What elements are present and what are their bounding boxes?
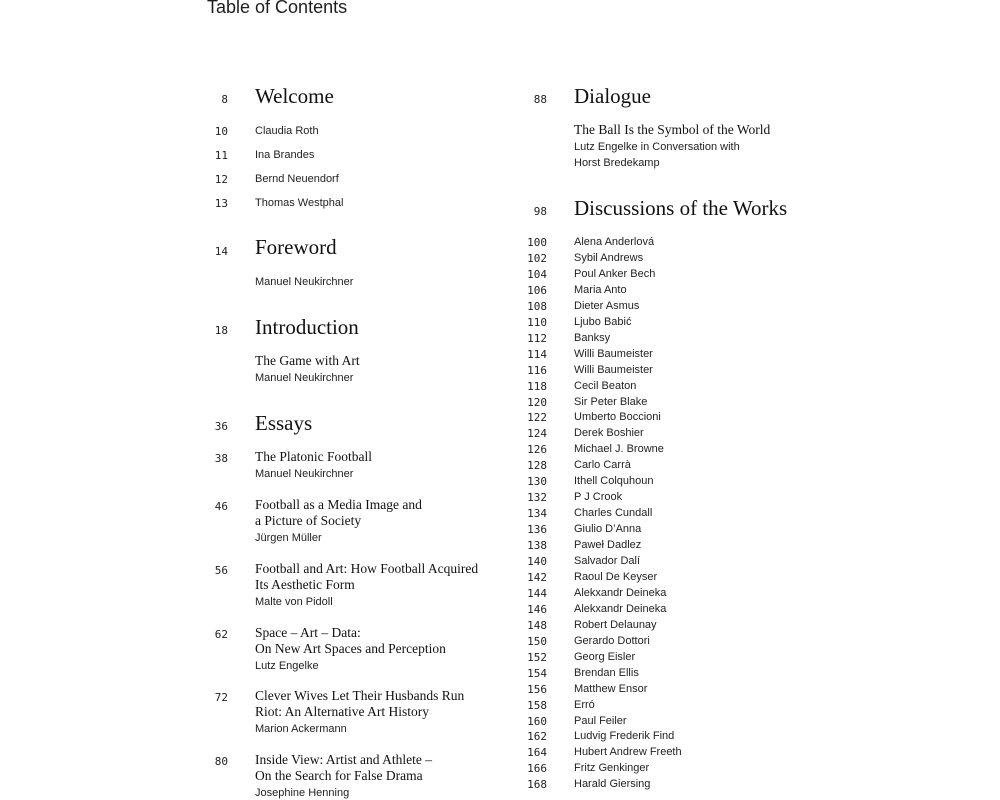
entry-page-number: 12 (214, 173, 228, 186)
section-page-number: 8 (221, 93, 228, 106)
toc-entry-title[interactable]: The Ball Is the Symbol of the World (574, 122, 771, 137)
list-item[interactable] (520, 619, 820, 635)
entry-page-number: 114 (527, 347, 547, 361)
entry-page-number: 160 (527, 714, 547, 728)
entry-page-number: 13 (214, 197, 228, 210)
list-item[interactable] (520, 284, 820, 300)
list-item[interactable] (520, 475, 820, 491)
artist-name[interactable]: Alena Anderlová (574, 236, 655, 248)
list-item[interactable] (520, 380, 820, 396)
toc-author: Josephine Henning (255, 787, 350, 799)
list-item[interactable] (520, 555, 820, 571)
section-page-number: 88 (533, 93, 547, 106)
entry-page-number: 122 (527, 411, 547, 425)
entry-page-number: 138 (527, 539, 547, 553)
list-item[interactable] (520, 571, 820, 587)
artist-name[interactable]: Salvador Dalí (574, 555, 641, 567)
artist-name[interactable]: Alekxandr Deineka (574, 602, 667, 615)
entry-page-number: 124 (527, 427, 547, 441)
entry-page-number: 106 (527, 283, 547, 297)
entry-page-number: 140 (527, 555, 547, 568)
entry-page-number: 11 (214, 149, 228, 162)
list-item[interactable] (520, 603, 820, 619)
list-item[interactable] (520, 587, 820, 603)
list-item[interactable] (520, 746, 820, 762)
list-item[interactable] (520, 762, 820, 778)
toc-entry-title[interactable]: Riot: An Alternative Art History (255, 704, 429, 719)
artist-name[interactable]: Ludvig Frederik Find (574, 730, 675, 743)
entry-page-number: 152 (527, 650, 547, 664)
entry-page-number: 108 (527, 299, 547, 313)
toc-author: Manuel Neukirchner (255, 276, 354, 288)
section-page-number: 98 (533, 205, 547, 218)
entry-page-number: 156 (527, 682, 547, 696)
artist-name[interactable]: Sir Peter Blake (574, 395, 648, 408)
list-item[interactable] (520, 667, 820, 683)
list-item[interactable] (520, 778, 820, 794)
section-page-number: 14 (214, 245, 228, 258)
list-item[interactable] (520, 715, 820, 731)
entry-page-number: 110 (527, 315, 547, 329)
list-item[interactable] (520, 507, 820, 523)
entry-page-number: 46 (214, 500, 228, 513)
section-title-essays[interactable]: Essays (255, 411, 313, 435)
list-item[interactable] (520, 683, 820, 699)
section-page-number: 36 (214, 420, 228, 433)
entry-page-number: 158 (527, 698, 547, 712)
entry-page-number: 126 (527, 443, 547, 457)
toc-author: Jürgen Müller (255, 532, 322, 544)
toc-entry-title[interactable]: Its Aesthetic Form (255, 577, 355, 592)
entry-page-number: 100 (527, 236, 547, 249)
list-item[interactable] (520, 491, 820, 507)
toc-entry-title[interactable]: Space – Art – Data: (255, 625, 361, 640)
toc-author: Marion Ackermann (255, 723, 347, 735)
artist-name[interactable]: Matthew Ensor (574, 682, 648, 695)
page-title: Table of Contents (207, 0, 348, 17)
entry-page-number: 62 (214, 628, 228, 641)
entry-page-number: 102 (527, 251, 547, 265)
section-title-introduction[interactable]: Introduction (255, 315, 359, 339)
list-item[interactable] (520, 316, 820, 332)
artist-name[interactable]: Banksy (574, 331, 611, 344)
toc-entry-title[interactable]: Football as a Media Image and (255, 497, 422, 512)
entry-page-number: 168 (527, 778, 547, 792)
entry-page-number: 120 (527, 395, 547, 409)
entry-page-number: 38 (214, 452, 228, 465)
list-item[interactable] (520, 348, 820, 364)
artist-name[interactable]: Michael J. Browne (574, 443, 664, 456)
list-item[interactable] (520, 252, 820, 268)
entry-page-number: 118 (527, 379, 547, 393)
entry-page-number: 132 (527, 491, 547, 505)
list-item[interactable] (520, 268, 820, 284)
section-title-dialogue[interactable]: Dialogue (574, 84, 651, 108)
artist-name[interactable]: Hubert Andrew Freeth (574, 746, 682, 759)
entry-page-number: 56 (214, 564, 228, 577)
entry-page-number: 128 (527, 459, 547, 473)
toc-author: Malte von Pidoll (255, 596, 333, 608)
entry-page-number: 112 (527, 331, 547, 345)
entry-page-number: 144 (527, 586, 547, 600)
toc-author: Lutz Engelke (255, 660, 319, 672)
artist-name[interactable]: Poul Anker Bech (574, 267, 656, 280)
entry-page-number: 10 (214, 125, 228, 138)
toc-author: Lutz Engelke in Conversation with (574, 141, 740, 153)
entry-page-number: 134 (527, 507, 547, 521)
artist-name[interactable]: Willi Baumeister (574, 363, 653, 376)
entry-page-number: 154 (527, 666, 547, 680)
toc-entry[interactable]: Claudia Roth (255, 125, 319, 137)
entry-page-number: 162 (527, 730, 547, 744)
list-item[interactable] (520, 443, 820, 459)
toc-entry-title[interactable]: On the Search for False Drama (255, 768, 423, 783)
artist-name[interactable]: Alekxandr Deineka (574, 586, 667, 599)
entry-page-number: 166 (527, 762, 547, 776)
artist-name[interactable]: Paweł Dadlez (574, 539, 642, 552)
artist-name[interactable]: Charles Cundall (574, 507, 653, 520)
artist-name[interactable]: Umberto Boccioni (574, 411, 661, 424)
list-item[interactable] (520, 396, 820, 412)
artist-name[interactable]: P J Crook (574, 491, 623, 504)
artist-name[interactable]: Sybil Andrews (574, 251, 644, 264)
entry-page-number: 72 (214, 691, 228, 704)
toc-entry-title[interactable]: Clever Wives Let Their Husbands Run (255, 688, 465, 703)
list-item[interactable] (520, 459, 820, 475)
artist-name[interactable]: Maria Anto (574, 283, 627, 296)
list-item[interactable] (520, 651, 820, 667)
section-title-works[interactable]: Discussions of the Works (574, 196, 788, 220)
entry-page-number: 104 (527, 267, 547, 281)
list-item[interactable] (520, 523, 820, 539)
artist-name[interactable]: Erró (574, 698, 595, 711)
artist-name[interactable]: Dieter Asmus (574, 299, 640, 312)
artist-name[interactable]: Cecil Beaton (574, 379, 637, 392)
toc-entry[interactable]: Bernd Neuendorf (255, 173, 339, 185)
entry-page-number: 146 (527, 602, 547, 616)
artist-name[interactable]: Derek Boshier (574, 427, 644, 440)
list-item[interactable] (520, 539, 820, 555)
list-item[interactable] (520, 635, 820, 651)
toc-entry[interactable]: Ina Brandes (255, 149, 315, 161)
section-title-foreword[interactable]: Foreword (255, 235, 337, 259)
entry-page-number: 80 (214, 755, 228, 768)
section-page-number: 18 (214, 324, 228, 337)
artist-name[interactable]: Giulio D’Anna (574, 523, 642, 536)
list-item[interactable] (520, 364, 820, 380)
artist-name[interactable]: Ithell Colquhoun (574, 475, 654, 488)
entry-page-number: 142 (527, 570, 547, 584)
toc-author: Manuel Neukirchner (255, 372, 354, 384)
list-item[interactable] (520, 730, 820, 746)
entry-page-number: 116 (527, 363, 547, 377)
artist-name[interactable]: Carlo Carrà (574, 459, 631, 472)
toc-entry-title[interactable]: The Platonic Football (255, 449, 372, 464)
entry-page-number: 136 (527, 523, 547, 537)
entry-page-number: 164 (527, 746, 547, 760)
list-item[interactable] (520, 332, 820, 348)
list-item[interactable] (520, 300, 820, 316)
list-item[interactable] (520, 699, 820, 715)
toc-entry-title[interactable]: On New Art Spaces and Perception (255, 641, 446, 656)
artist-name[interactable]: Georg Eisler (574, 650, 636, 663)
artist-name[interactable]: Paul Feiler (574, 714, 627, 727)
artist-name[interactable]: Ljubo Babić (574, 315, 632, 328)
artist-name[interactable]: Brendan Ellis (574, 666, 639, 679)
artist-name[interactable]: Robert Delaunay (574, 618, 657, 631)
entry-page-number: 148 (527, 618, 547, 632)
toc-author: Horst Bredekamp (574, 157, 660, 169)
list-item[interactable] (520, 427, 820, 443)
toc-entry-title[interactable]: Football and Art: How Football Acquired (255, 561, 479, 576)
toc-entry-title[interactable]: a Picture of Society (255, 513, 362, 528)
artist-name[interactable]: Fritz Genkinger (574, 762, 650, 775)
entry-page-number: 130 (527, 475, 547, 489)
artist-name[interactable]: Raoul De Keyser (574, 570, 658, 583)
artist-name[interactable]: Willi Baumeister (574, 347, 653, 360)
toc-author: Manuel Neukirchner (255, 468, 354, 480)
toc-entry-title[interactable]: Inside View: Artist and Athlete – (255, 752, 433, 767)
entry-page-number: 150 (527, 634, 547, 648)
list-item[interactable] (520, 411, 820, 427)
artist-name[interactable]: Harald Giersing (574, 778, 651, 791)
artist-name[interactable]: Gerardo Dottori (574, 634, 650, 647)
toc-entry-title[interactable]: The Game with Art (255, 353, 360, 368)
section-title-welcome[interactable]: Welcome (255, 84, 334, 108)
toc-entry[interactable]: Thomas Westphal (255, 197, 344, 209)
list-item[interactable] (520, 236, 820, 252)
